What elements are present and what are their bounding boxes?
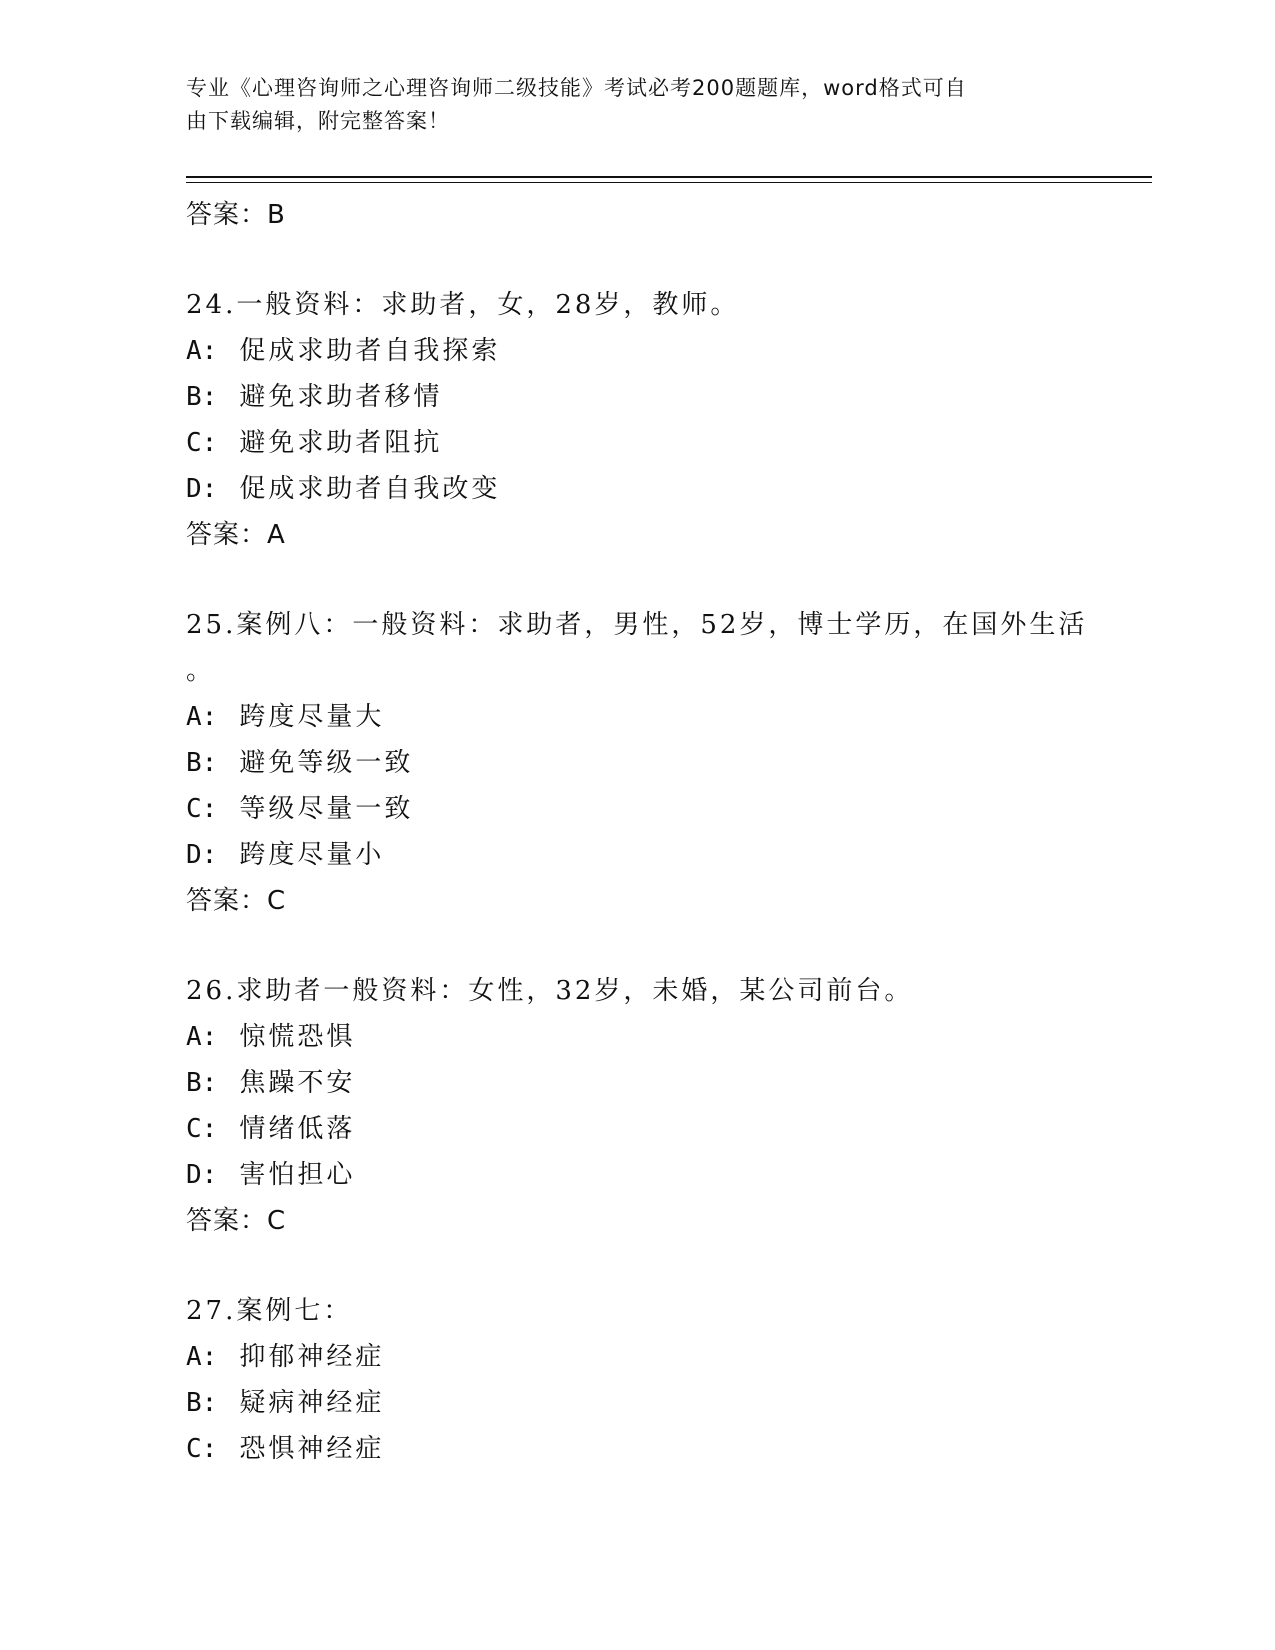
spacer bbox=[186, 1244, 1152, 1288]
question-stem: 27.案例七： bbox=[186, 1296, 353, 1326]
option-letter: D: bbox=[186, 474, 218, 504]
option-text: 疑病神经症 bbox=[239, 1388, 385, 1418]
document-header bbox=[186, 72, 1066, 138]
spacer bbox=[186, 238, 1152, 282]
answer-label: 答案：C bbox=[186, 886, 287, 916]
question-stem: 24.一般资料：求助者，女，28岁，教师。 bbox=[186, 290, 740, 320]
option-letter: A: bbox=[186, 336, 218, 366]
option-c bbox=[186, 1426, 1152, 1472]
option-letter: C: bbox=[186, 1114, 218, 1144]
option-a bbox=[186, 1334, 1152, 1380]
option-a bbox=[186, 1014, 1152, 1060]
option-letter: B: bbox=[186, 382, 218, 412]
answer-label: 答案：C bbox=[186, 1206, 287, 1236]
option-letter: C: bbox=[186, 794, 218, 824]
option-text: 促成求助者自我探索 bbox=[239, 336, 501, 366]
question-25 bbox=[186, 602, 1152, 924]
option-b bbox=[186, 1380, 1152, 1426]
option-letter: C: bbox=[186, 428, 218, 458]
option-letter: B: bbox=[186, 748, 218, 778]
option-text: 恐惧神经症 bbox=[239, 1434, 385, 1464]
question-stem: 25.案例八：一般资料：求助者，男性，52岁，博士学历，在国外生活 bbox=[186, 610, 1088, 640]
question-24 bbox=[186, 282, 1152, 558]
question-stem: 26.求助者一般资料：女性，32岁，未婚，某公司前台。 bbox=[186, 976, 914, 1006]
question-26 bbox=[186, 968, 1152, 1244]
option-text: 跨度尽量大 bbox=[239, 702, 385, 732]
option-letter: A: bbox=[186, 1022, 218, 1052]
option-letter: C: bbox=[186, 1434, 218, 1464]
spacer bbox=[186, 558, 1152, 602]
option-b bbox=[186, 374, 1152, 420]
option-text: 跨度尽量小 bbox=[239, 840, 385, 870]
option-text: 等级尽量一致 bbox=[239, 794, 414, 824]
option-letter: B: bbox=[186, 1068, 218, 1098]
option-letter: A: bbox=[186, 1342, 218, 1372]
option-text: 害怕担心 bbox=[239, 1160, 356, 1190]
question-27 bbox=[186, 1288, 1152, 1472]
option-text: 促成求助者自我改变 bbox=[239, 474, 501, 504]
option-letter: B: bbox=[186, 1388, 218, 1418]
previous-answer: 答案：B bbox=[186, 200, 286, 230]
option-text: 抑郁神经症 bbox=[239, 1342, 385, 1372]
option-b bbox=[186, 1060, 1152, 1106]
option-letter: D: bbox=[186, 840, 218, 870]
option-a bbox=[186, 328, 1152, 374]
option-letter: A: bbox=[186, 702, 218, 732]
option-text: 避免求助者移情 bbox=[239, 382, 443, 412]
option-text: 焦躁不安 bbox=[239, 1068, 356, 1098]
question-list bbox=[186, 192, 1152, 1472]
answer-label: 答案：A bbox=[186, 520, 286, 550]
option-text: 惊慌恐惧 bbox=[239, 1022, 356, 1052]
option-c bbox=[186, 420, 1152, 466]
option-text: 情绪低落 bbox=[239, 1114, 356, 1144]
option-d bbox=[186, 832, 1152, 878]
option-c bbox=[186, 786, 1152, 832]
option-d bbox=[186, 466, 1152, 512]
option-letter: D: bbox=[186, 1160, 218, 1190]
option-text: 避免等级一致 bbox=[239, 748, 414, 778]
option-c bbox=[186, 1106, 1152, 1152]
header-divider bbox=[186, 176, 1152, 183]
option-a bbox=[186, 694, 1152, 740]
option-text: 避免求助者阻抗 bbox=[239, 428, 443, 458]
header-line-2: 由下载编辑，附完整答案！ bbox=[186, 109, 450, 133]
spacer bbox=[186, 924, 1152, 968]
option-d bbox=[186, 1152, 1152, 1198]
header-line-1: 专业《心理咨询师之心理咨询师二级技能》考试必考200题题库，word格式可自 bbox=[186, 76, 967, 100]
option-b bbox=[186, 740, 1152, 786]
question-stem-continuation: 。 bbox=[186, 656, 213, 686]
